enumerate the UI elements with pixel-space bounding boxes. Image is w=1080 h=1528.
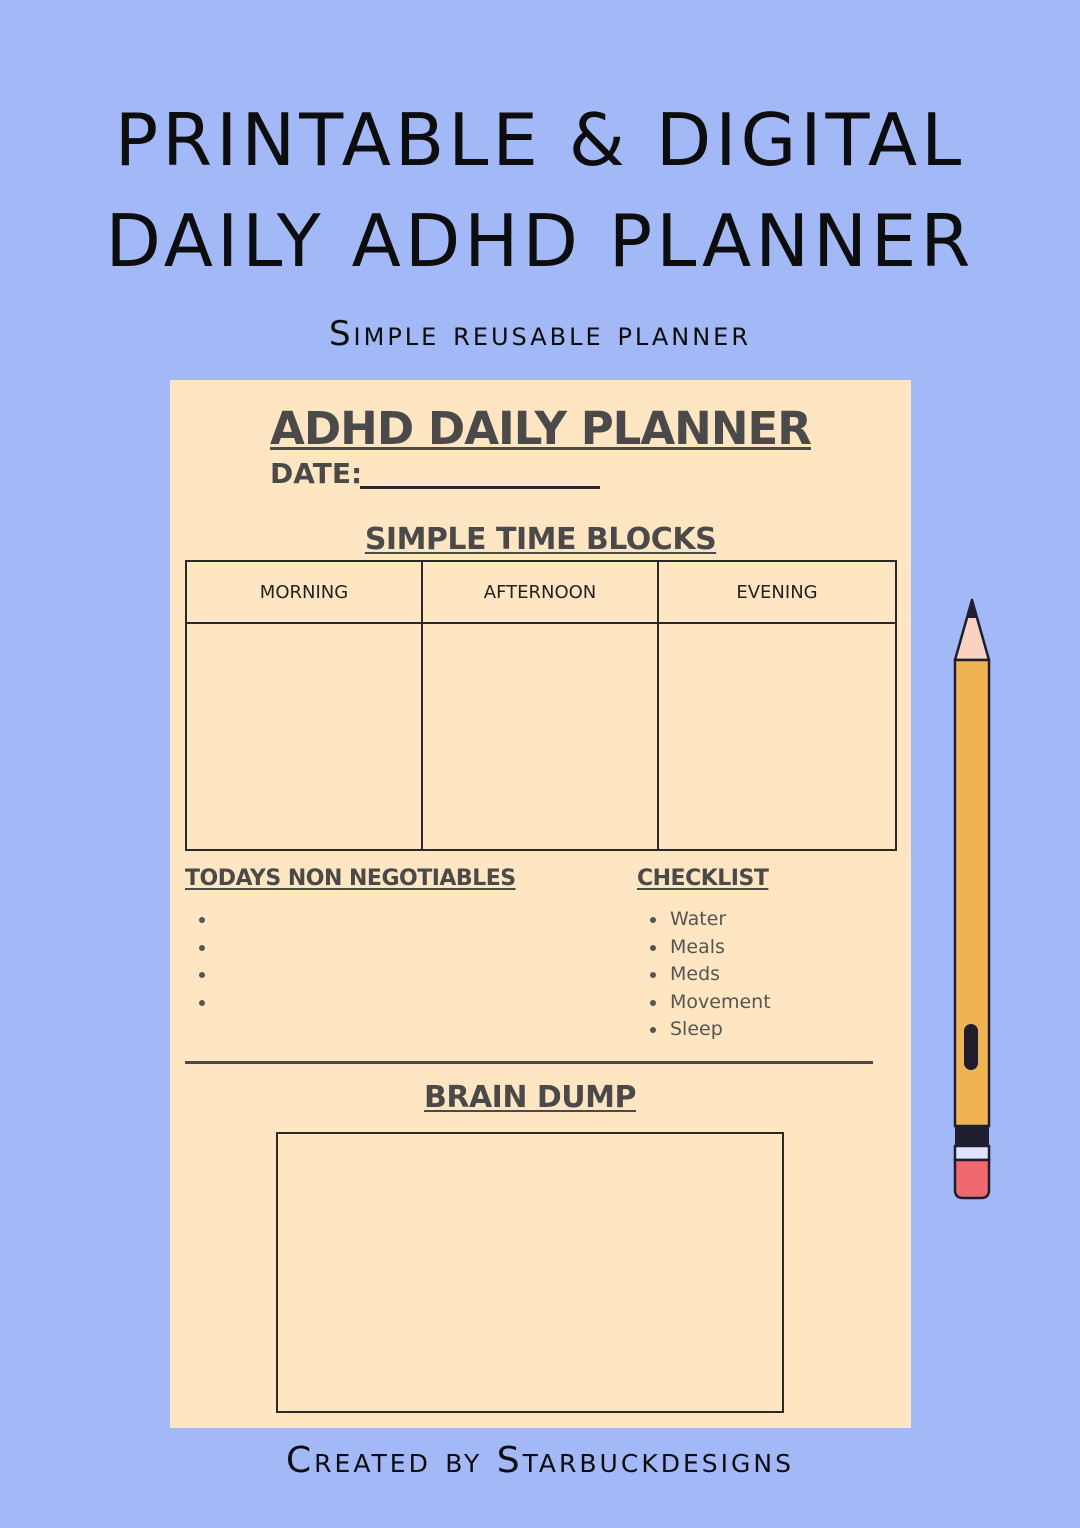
time-block-header-morning: MORNING — [187, 562, 423, 624]
date-label: DATE: — [270, 457, 363, 490]
credit-line: Created by Starbuckdesigns — [286, 1440, 794, 1481]
checklist-item-label: Meds — [670, 963, 721, 985]
date-line — [360, 486, 600, 489]
headline-line-2: DAILY ADHD PLANNER — [105, 199, 975, 283]
brain-dump-box — [276, 1132, 784, 1413]
time-block-header-evening: EVENING — [659, 562, 895, 624]
planner-title: ADHD DAILY PLANNER — [270, 402, 811, 455]
bullet-icon — [650, 917, 656, 923]
bullet-icon — [650, 972, 656, 978]
bullet-icon — [199, 917, 205, 923]
subtitle: Simple reusable planner — [328, 314, 752, 354]
checklist-item-label: Water — [670, 908, 727, 930]
bullet-icon — [199, 1000, 205, 1006]
time-block-afternoon-area — [423, 624, 659, 849]
section-divider — [185, 1061, 873, 1064]
time-block-evening-area — [659, 624, 895, 849]
non-negotiables-heading: TODAYS NON NEGOTIABLES — [185, 866, 516, 891]
planner-sheet — [170, 380, 911, 1428]
pencil-icon — [948, 592, 996, 1204]
bullet-icon — [650, 1027, 656, 1033]
time-block-header-afternoon: AFTERNOON — [423, 562, 659, 624]
checklist-item-label: Meals — [670, 935, 725, 958]
bullet-icon — [199, 945, 205, 951]
checklist-heading: CHECKLIST — [637, 866, 769, 891]
checklist-item-label: Sleep — [670, 1018, 723, 1040]
time-blocks-heading: SIMPLE TIME BLOCKS — [364, 522, 717, 557]
headline-line-1: PRINTABLE & DIGITAL — [114, 98, 966, 182]
time-blocks-table — [185, 560, 897, 851]
bullet-icon — [650, 1000, 656, 1006]
checklist-item-label: Movement — [670, 990, 771, 1013]
brain-dump-heading: BRAIN DUMP — [423, 1080, 636, 1115]
time-block-morning-area — [187, 624, 423, 849]
bullet-icon — [199, 972, 205, 978]
bullet-icon — [650, 945, 656, 951]
